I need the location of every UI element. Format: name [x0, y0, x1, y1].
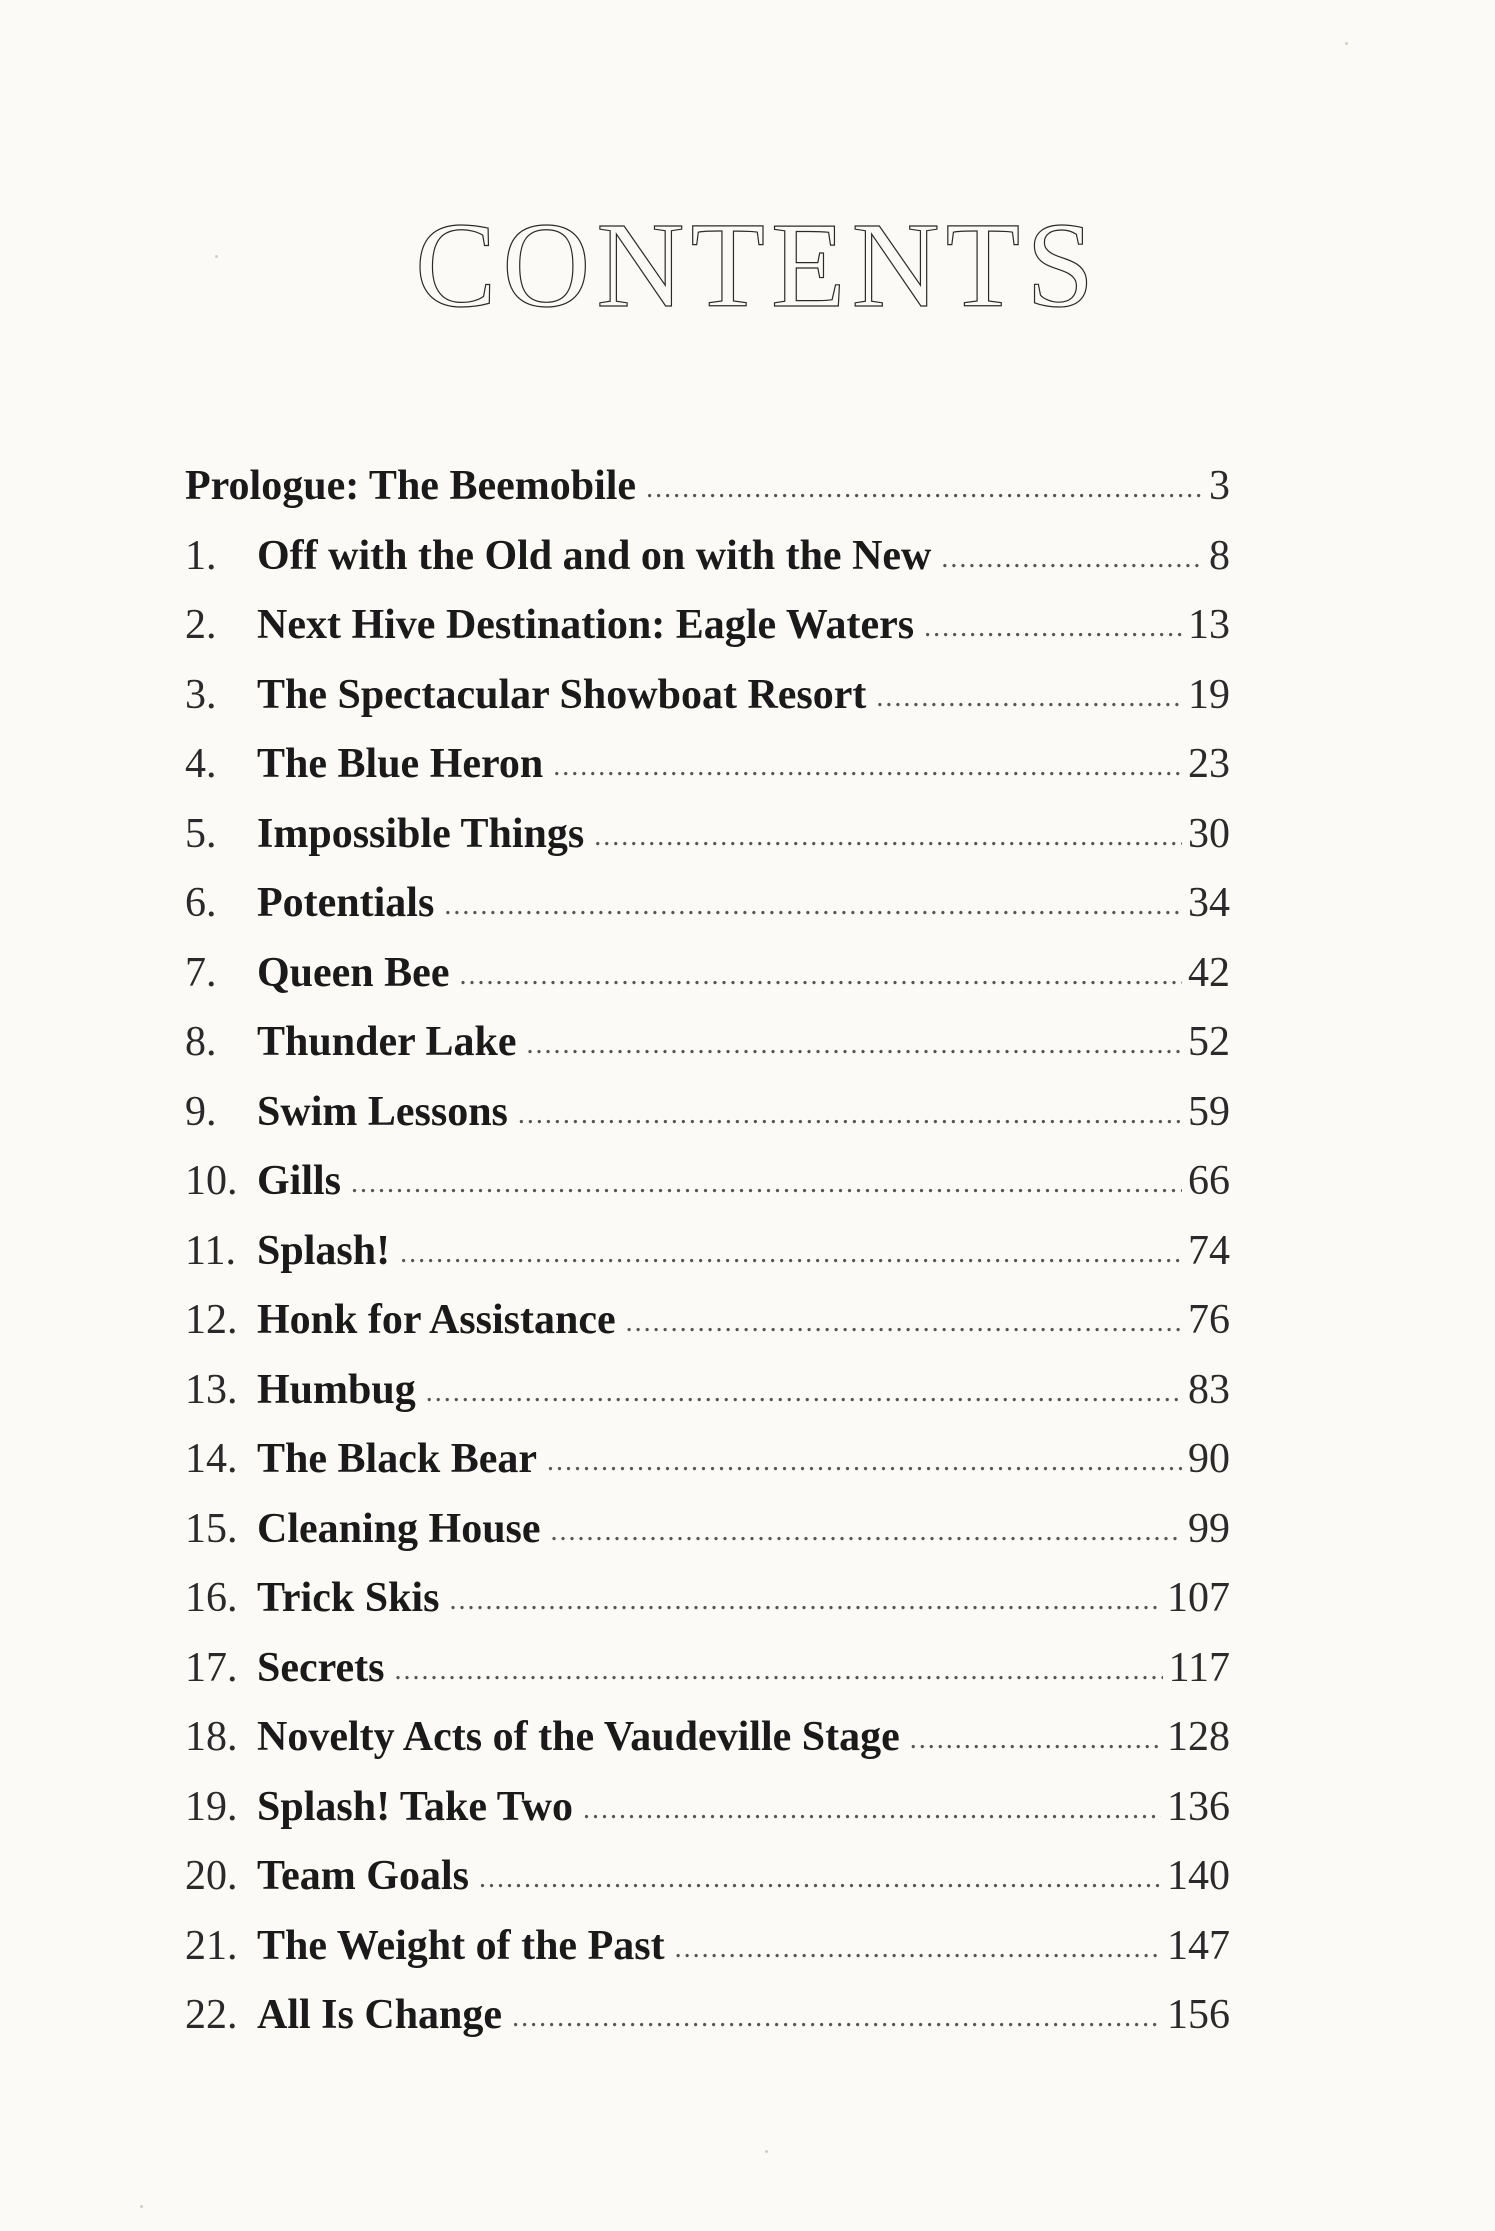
dot-leader	[551, 1516, 1182, 1548]
toc-entry-page-number: 136	[1167, 1783, 1230, 1830]
dot-leader	[553, 751, 1182, 783]
toc-entry-number: 8.	[185, 1019, 217, 1065]
paper-speck	[765, 2150, 768, 2153]
toc-entry	[185, 1644, 1230, 1714]
contents-heading: CONTENTS	[414, 198, 1101, 333]
toc-entry-page-number: 117	[1168, 1644, 1230, 1691]
toc-entry	[185, 1018, 1230, 1088]
toc-entry	[185, 740, 1230, 810]
toc-entry-number: 3.	[185, 671, 217, 718]
toc-entry-title: Humbug	[257, 1366, 416, 1413]
toc-entry-title: Off with the Old and on with the New	[257, 532, 932, 579]
toc-entry-title: Potentials	[257, 880, 435, 926]
toc-entry-title: The Black Bear	[257, 1436, 537, 1482]
toc-entry-page-number: 147	[1167, 1922, 1230, 1969]
dot-leader	[444, 890, 1182, 922]
toc-entry	[185, 1505, 1230, 1575]
toc-entry-number: 15.	[185, 1505, 238, 1552]
toc-entry-number: 4.	[185, 741, 217, 787]
toc-entry-page-number: 52	[1188, 1019, 1230, 1065]
toc-entry-number: 2.	[185, 602, 217, 648]
toc-entry-title: The Blue Heron	[257, 741, 544, 787]
toc-entry-number: 16.	[185, 1575, 238, 1621]
toc-entry-number: 19.	[185, 1783, 238, 1830]
dot-leader	[351, 1168, 1182, 1200]
paper-speck	[1345, 42, 1348, 45]
toc-entry-title: Queen Bee	[257, 949, 450, 996]
toc-entry-page-number: 34	[1188, 880, 1230, 926]
toc-entry-page-number: 99	[1188, 1505, 1230, 1552]
paper-speck	[215, 255, 218, 258]
dot-leader	[594, 821, 1182, 853]
toc-entry-title: Splash!	[257, 1227, 391, 1274]
toc-entry-title: Secrets	[257, 1644, 385, 1691]
toc-entry-number: 10.	[185, 1158, 238, 1204]
toc-entry-title: Impossible Things	[257, 810, 585, 857]
toc-entry-number: 11.	[185, 1227, 236, 1274]
toc-entry	[185, 1783, 1230, 1853]
toc-entry-title: Cleaning House	[257, 1505, 541, 1552]
toc-entry-page-number: 140	[1167, 1853, 1230, 1899]
toc-entry-page-number: 3	[1209, 463, 1230, 509]
toc-entry-number: 12.	[185, 1297, 238, 1343]
toc-entry-title: Trick Skis	[257, 1575, 440, 1621]
toc-entry-page-number: 23	[1188, 741, 1230, 787]
toc-entry	[185, 1991, 1230, 2061]
toc-entry-title: The Spectacular Showboat Resort	[257, 671, 867, 718]
toc-entry-number: 17.	[185, 1644, 238, 1691]
toc-entry-title: Prologue: The Beemobile	[185, 463, 637, 509]
toc-entry	[185, 1157, 1230, 1227]
dot-leader	[626, 1307, 1182, 1339]
toc-entry	[185, 810, 1230, 880]
toc-entry-title: Swim Lessons	[257, 1088, 508, 1135]
toc-entry-title: Gills	[257, 1158, 342, 1204]
toc-entry-page-number: 83	[1188, 1366, 1230, 1413]
toc-entry-number: 6.	[185, 880, 217, 926]
toc-entry-page-number: 66	[1188, 1158, 1230, 1204]
paper-speck	[140, 2205, 143, 2208]
dot-leader	[527, 1029, 1183, 1061]
dot-leader	[400, 1238, 1182, 1270]
dot-leader	[459, 960, 1182, 992]
toc-entry	[185, 949, 1230, 1019]
dot-leader	[547, 1446, 1182, 1478]
toc-entry	[185, 1088, 1230, 1158]
toc-entry	[185, 1852, 1230, 1922]
toc-entry	[185, 671, 1230, 741]
toc-entry-number: 18.	[185, 1714, 238, 1760]
toc-entry-title: Splash! Take Two	[257, 1783, 573, 1830]
toc-entry-title: All Is Change	[257, 1992, 503, 2038]
toc-entry	[185, 532, 1230, 602]
toc-entry	[185, 1713, 1230, 1783]
toc-entry	[185, 1296, 1230, 1366]
toc-entry-title: Team Goals	[257, 1853, 469, 1899]
toc-entry-page-number: 8	[1209, 532, 1230, 579]
toc-entry-page-number: 19	[1188, 671, 1230, 718]
dot-leader	[395, 1655, 1163, 1687]
toc-entry	[185, 601, 1230, 671]
toc-entry-number: 22.	[185, 1992, 238, 2038]
toc-entry-page-number: 42	[1188, 949, 1230, 996]
toc-entry-title: Next Hive Destination: Eagle Waters	[257, 602, 915, 648]
toc-entry-number: 21.	[185, 1922, 238, 1969]
toc-entry-title: Honk for Assistance	[257, 1297, 616, 1343]
toc-entry-page-number: 156	[1167, 1992, 1230, 2038]
toc-entry-page-number: 30	[1188, 810, 1230, 857]
toc-entry-page-number: 128	[1167, 1714, 1230, 1760]
toc-entry	[185, 1574, 1230, 1644]
toc-entry	[185, 1227, 1230, 1297]
toc-entry-number: 13.	[185, 1366, 238, 1413]
dot-leader	[941, 543, 1203, 575]
toc-entry	[185, 1922, 1230, 1992]
toc-entry-title: Thunder Lake	[257, 1019, 517, 1065]
toc-entry-page-number: 107	[1167, 1575, 1230, 1621]
dot-leader	[512, 2002, 1161, 2034]
toc-entry-number: 7.	[185, 949, 217, 996]
dot-leader	[924, 612, 1182, 644]
toc-entry	[185, 1435, 1230, 1505]
toc-entry-number: 1.	[185, 532, 217, 579]
dot-leader	[646, 473, 1203, 505]
toc-entry-number: 14.	[185, 1436, 238, 1482]
dot-leader	[518, 1099, 1182, 1131]
toc-entry-page-number: 59	[1188, 1088, 1230, 1135]
dot-leader	[583, 1794, 1161, 1826]
toc-entry-page-number: 13	[1188, 602, 1230, 648]
dot-leader	[876, 682, 1182, 714]
dot-leader	[479, 1863, 1161, 1895]
toc-entry	[185, 1366, 1230, 1436]
toc-entry-number: 9.	[185, 1088, 217, 1135]
toc-entry	[185, 879, 1230, 949]
toc-entry-page-number: 76	[1188, 1297, 1230, 1343]
dot-leader	[426, 1377, 1182, 1409]
toc-entry-title: Novelty Acts of the Vaudeville Stage	[257, 1714, 900, 1760]
toc-entry-number: 5.	[185, 810, 217, 857]
table-of-contents	[185, 462, 1230, 2061]
dot-leader	[910, 1724, 1161, 1756]
toc-entry-page-number: 74	[1188, 1227, 1230, 1274]
dot-leader	[675, 1933, 1161, 1965]
toc-entry-title: The Weight of the Past	[257, 1922, 665, 1969]
dot-leader	[449, 1585, 1161, 1617]
toc-entry-page-number: 90	[1188, 1436, 1230, 1482]
toc-entry	[185, 462, 1230, 532]
toc-entry-number: 20.	[185, 1853, 238, 1899]
